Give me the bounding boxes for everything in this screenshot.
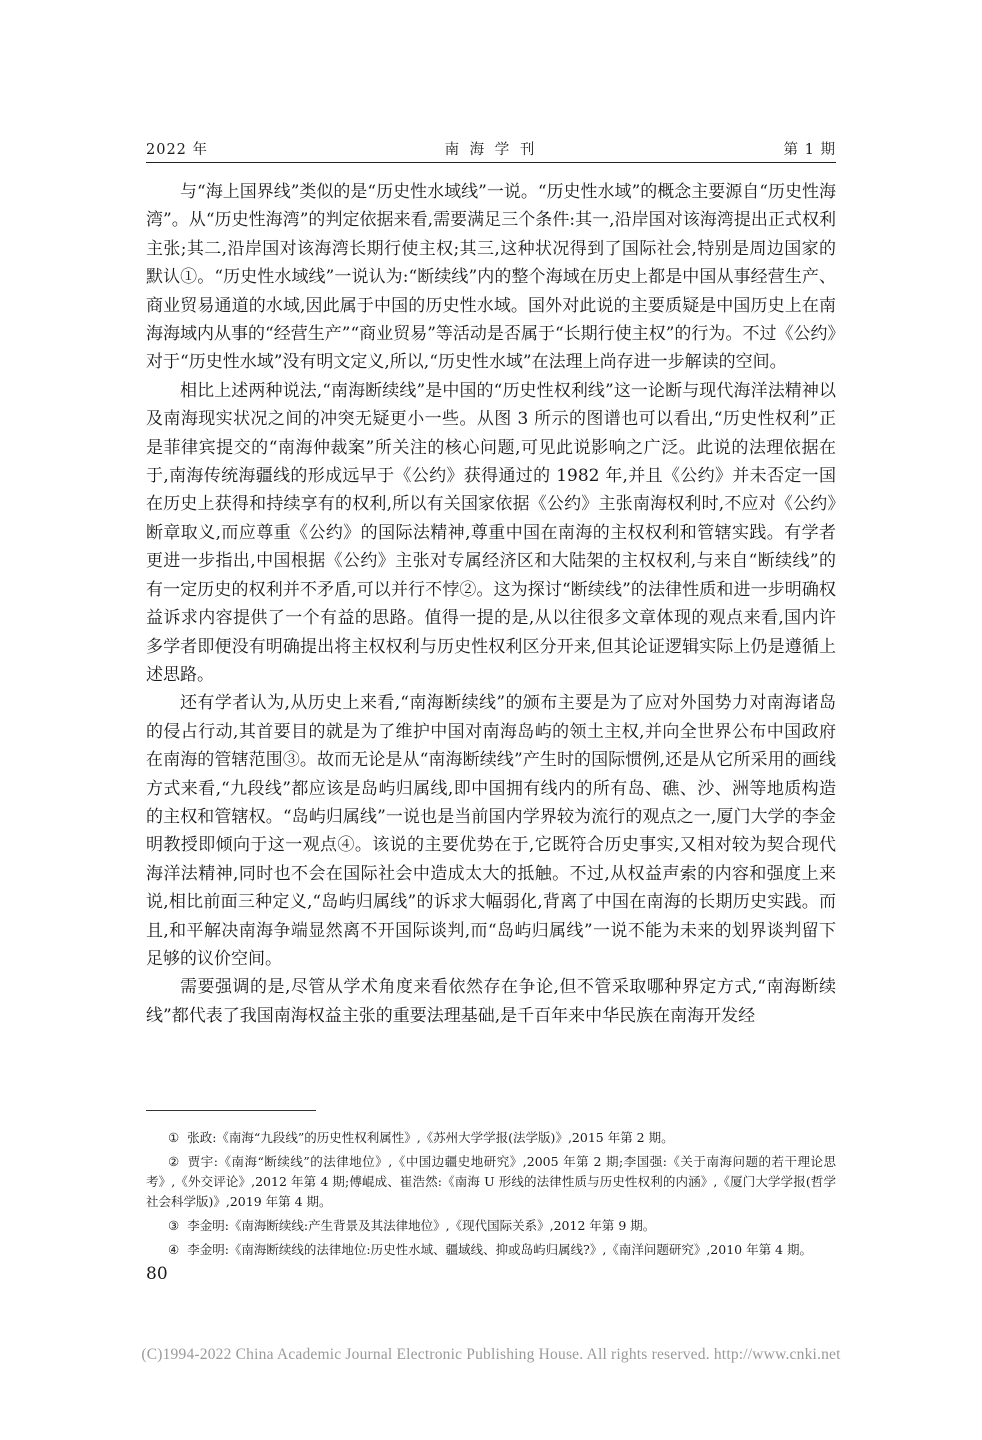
paragraph-1: 与“海上国界线”类似的是“历史性水域线”一说。“历史性水域”的概念主要源自“历史性海湾”。从“历史性海湾”的判定依据来看,需要满足三个条件:其一,沿岸国对该海湾提出正式权利主张;其二,沿岸国对该海湾长期行使主权;其三,这种状况得到了国际社会,特别是周边国家的默认①。“历史性水域线”一说认为:“断续线”内的整个海域在历史上都是中国从事经营生产、商业贸易通道的水域,因此属于中国的历史性水域。国外对此说的主要质疑是中国历史上在南海海域内从事的“经营生产”“商业贸易”等活动是否属于“长期行使主权”的行为。不过《公约》对于“历史性水域”没有明文定义,所以,“历史性水域”在法理上尚存进一步解读的空间。: [146, 182, 836, 373]
paragraph-2: 相比上述两种说法,“南海断续线”是中国的“历史性权利线”这一论断与现代海洋法精神以及南海现实状况之间的冲突无疑更小一些。从图 3 所示的图谱也可以看出,“历史性权利”正是菲律宾提交的“南海仲裁案”所关注的核心问题,可见此说影响之广泛。此说的法理依据在于,南海传统海疆线的形成远早于《公约》获得通过的 1982 年,并且《公约》并未否定一国在历史上获得和持续享有的权利,所以有关国家依据《公约》主张南海权利时,不应对《公约》断章取义,而应尊重《公约》的国际法精神,尊重中国在南海的主权权利和管辖实践。有学者更进一步指出,中国根据《公约》主张对专属经济区和大陆架的主权权利,与来自“断续线”的有一定历史的权利并不矛盾,可以并行不悖②。这为探讨“断续线”的法律性质和进一步明确权益诉求内容提供了一个有益的思路。值得一提的是,从以往很多文章体现的观点来看,国内许多学者即便没有明确提出将主权权利与历史性权利区分开来,但其论证逻辑实际上仍是遵循上述思路。: [146, 380, 836, 685]
header-divider: [146, 162, 836, 163]
footnote-mark: ②: [168, 1154, 180, 1169]
paragraph-4: 需要强调的是,尽管从学术角度来看依然存在争论,但不管采取哪种界定方式,“南海断续线”都代表了我国南海权益主张的重要法理基础,是千百年来中华民族在南海开发经: [146, 977, 836, 1026]
footnotes: [146, 1128, 836, 1264]
footnote-mark: ④: [168, 1242, 180, 1257]
footnote-text: 李金明:《南海断续线的法律地位:历史性水域、疆域线、抑或岛屿归属线?》,《南洋问题研究》,2010 年第 4 期。: [187, 1242, 812, 1257]
header-issue: 第 1 期: [783, 142, 836, 158]
running-header: [146, 138, 836, 164]
footnote-1: [146, 1128, 836, 1148]
footnote-4: [146, 1240, 836, 1260]
footnote-divider: [146, 1110, 316, 1111]
page-number: 80: [146, 1264, 168, 1284]
footnote-mark: ③: [168, 1218, 180, 1233]
article-body: [146, 178, 836, 1030]
footnote-3: [146, 1216, 836, 1236]
paragraph-3: 还有学者认为,从历史上来看,“南海断续线”的颁布主要是为了应对外国势力对南海诸岛的侵占行动,其首要目的就是为了维护中国对南海岛屿的领土主权,并向全世界公布中国政府在南海的管辖范围③。故而无论是从“南海断续线”产生时的国际惯例,还是从它所采用的画线方式来看,“九段线”都应该是岛屿归属线,即中国拥有线内的所有岛、礁、沙、洲等地质构造的主权和管辖权。“岛屿归属线”一说也是当前国内学界较为流行的观点之一,厦门大学的李金明教授即倾向于这一观点④。该说的主要优势在于,它既符合历史事实,又相对较为契合现代海洋法精神,同时也不会在国际社会中造成太大的抵触。不过,从权益声索的内容和强度上来说,相比前面三种定义,“岛屿归属线”的诉求大幅弱化,背离了中国在南海的长期历史实践。而且,和平解决南海争端显然离不开国际谈判,而“岛屿归属线”一说不能为未来的划界谈判留下足够的议价空间。: [146, 693, 836, 969]
footnote-2: [146, 1152, 836, 1212]
footnote-text: 贾宇:《南海“断续线”的法律地位》,《中国边疆史地研究》,2005 年第 2 期;李国强:《关于南海问题的若干理论思考》,《外交评论》,2012 年第 4 期;傅崐成、崔浩然:《南海 U 形线的法律性质与历史性权利的内涵》,《厦门大学学报(哲学社会科学版)》,2019 年第 4 期。: [146, 1154, 836, 1209]
footnote-mark: ①: [168, 1130, 180, 1145]
header-year: 2022 年: [146, 142, 209, 158]
footnote-text: 张政:《南海“九段线”的历史性权利属性》,《苏州大学学报(法学版)》,2015 年第 2 期。: [187, 1130, 674, 1145]
footnote-text: 李金明:《南海断续线:产生背景及其法律地位》,《现代国际关系》,2012 年第 9 期。: [187, 1218, 656, 1233]
copyright-notice: (C)1994-2022 China Academic Journal Electronic Publishing House. All rights reserved. http://www.cnki.net: [141, 1346, 841, 1363]
header-journal-title: 南 海 学 刊: [444, 142, 538, 158]
